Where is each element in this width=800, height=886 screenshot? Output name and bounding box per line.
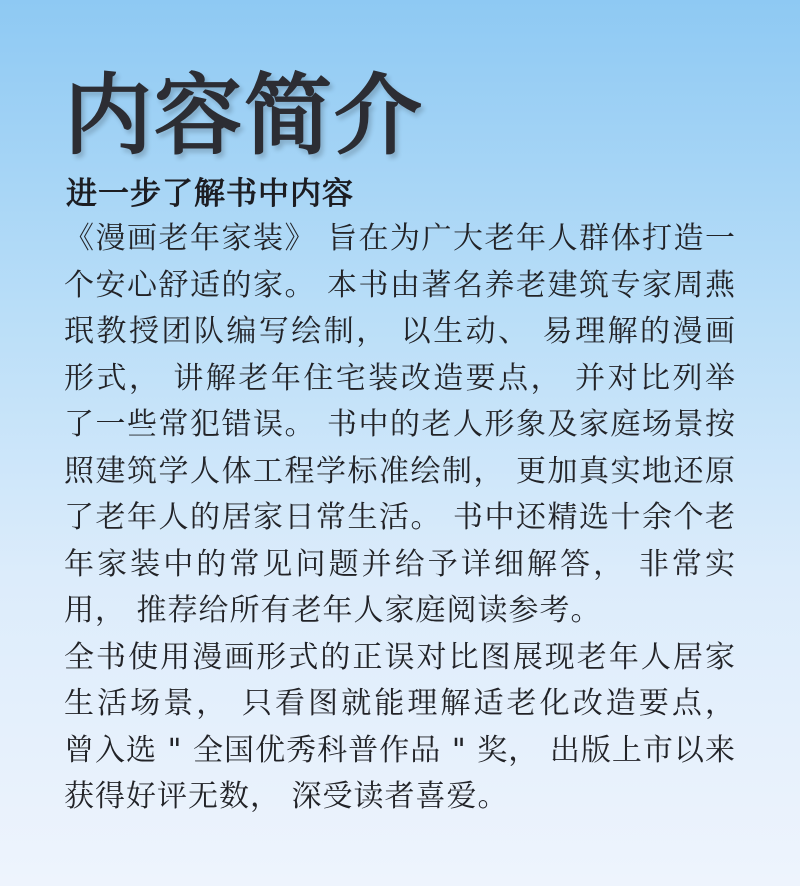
intro-paragraph-2: 全书使用漫画形式的正误对比图展现老年人居家生活场景， 只看图就能理解适老化改造要点， 曾入选 " 全国优秀科普作品 " 奖， 出版上市以来获得好评无数， 深受读者喜爱。 <box>64 639 736 814</box>
page-subtitle: 进一步了解书中内容 <box>66 176 354 212</box>
page-title: 内容简介 <box>64 64 425 167</box>
intro-paragraph-1: 《漫画老年家装》 旨在为广大老年人群体打造一个安心舒适的家。 本书由著名养老建筑专家周燕珉教授团队编写绘制， 以生动、 易理解的漫画形式， 讲解老年住宅装改造要点， 并对比列举了一些常犯错误。 书中的老人形象及家庭场景按照建筑学人体工程学标准绘制， 更加真实地还原了老年人的居家日常生活。 书中还精选十余个老年家装中的常见问题并给予详细解答， 非常实用， 推荐给所有老年人家庭阅读参考。 <box>64 221 736 628</box>
